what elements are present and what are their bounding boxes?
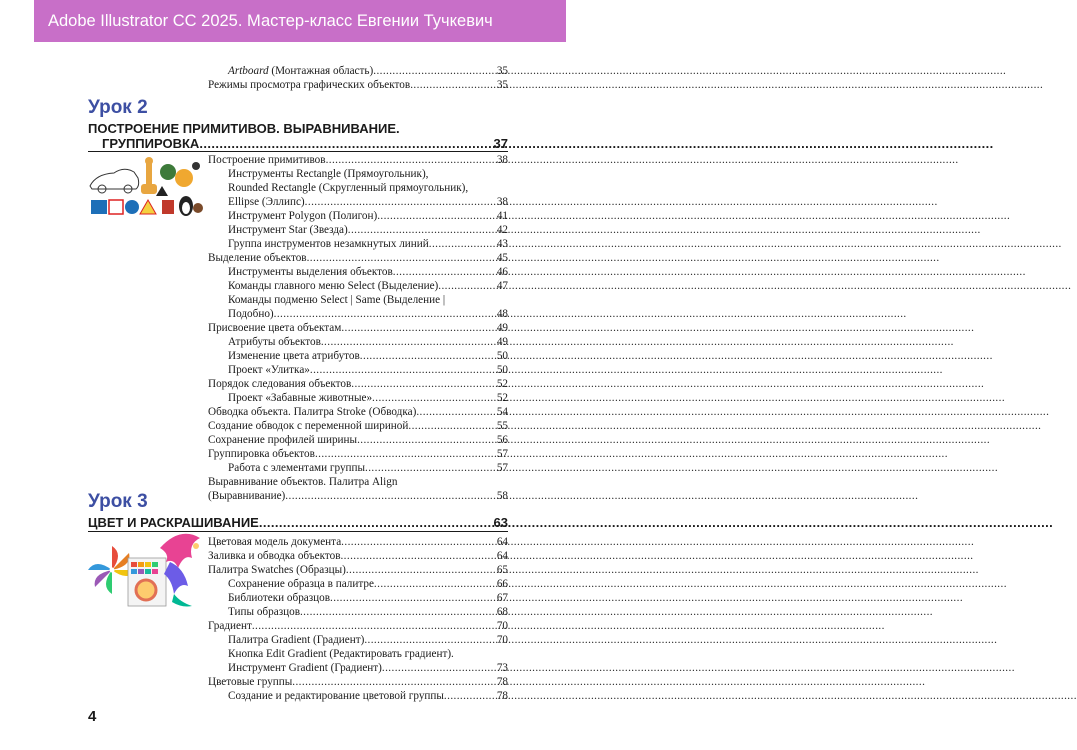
toc-entry: Заливка и обводка объектов ..... 64 [208,549,508,563]
toc-entry: Группировка объектов ..... 57 [208,447,508,461]
page-number: 4 [88,708,97,725]
header-title: Adobe Illustrator CC 2025. Мастер-класс Евгении Тучкевич [48,12,493,30]
toc-entry: Порядок следования объектов ..... 52 [208,377,508,391]
lesson-3-label: Урок 3 [88,491,148,512]
lesson-2-illustration [88,156,204,218]
toc-entry: Команды главного меню Select (Выделение) ..... 47 [228,279,508,293]
color-wheel [136,580,156,600]
toc-entry: Цветовая модель документа ..... 64 [208,535,508,549]
lesson-3-chapter-title: ЦВЕТ И РАСКРАШИВАНИЕ ..... 63 [88,515,508,530]
toc-entry: Изменение цвета атрибутов ..... 50 [228,349,508,363]
toc-entry: Группа инструментов незамкнутых линий ..... 43 [228,237,508,251]
toc-entry: Инструмент Polygon (Полигон) ..... 41 [228,209,508,223]
warning-sign [140,200,156,214]
toc-entry: Выделение объектов ..... 45 [208,251,508,265]
toc-entry: Создание и редактирование цветовой группы ..... 78 [228,689,508,703]
chapter-divider [88,151,508,152]
toc-entry: Rounded Rectangle (Скругленный прямоугольник), [228,182,469,194]
toc-entry: Инструменты Rectangle (Прямоугольник), [228,168,429,180]
toc-entry: Палитра Gradient (Градиент) ..... 70 [228,633,508,647]
toc-entry: Режимы просмотра графических объектов ..... 35 [208,78,508,92]
toc-entry: Создание обводок с переменной шириной ..... 55 [208,419,508,433]
toc-entry: Палитра Swatches (Образцы) ..... 65 [208,563,508,577]
lesson-3-illustration [88,528,204,612]
toc-entry: Присвоение цвета объектам ..... 49 [208,321,508,335]
toc-entry: Цветовые группы ..... 78 [208,675,508,689]
stop-sign [162,200,174,214]
dot-decor [192,162,200,170]
toc-entry: Проект «Забавные животные» ..... 52 [228,391,508,405]
giraffe-body [141,184,157,194]
giraffe-head [145,157,153,165]
lesson-2-chapter-title-line2: ГРУППИРОВКА ..... 37 [102,136,508,151]
toc-entry: Сохранение образца в палитре ..... 66 [228,577,508,591]
road-sign-red [109,200,123,214]
toc-entry: Обводка объекта. Палитра Stroke (Обводка) ..... 54 [208,405,508,419]
bird-body [164,562,188,594]
road-sign-round [125,200,139,214]
toc-entry: Ellipse (Эллипс) ..... 38 [228,195,508,209]
toc-entry: Работа с элементами группы ..... 57 [228,461,508,475]
toc-entry: Построение примитивов ..... 38 [208,153,508,167]
penguin-belly [182,202,190,214]
toc-entry: Команды подменю Select | Same (Выделение | [228,294,446,306]
triangle-shape [156,186,168,196]
monkey-face [160,164,176,180]
toc-entry: Проект «Улитка» ..... 50 [228,363,508,377]
owl [193,203,203,213]
road-sign-blue [91,200,107,214]
toc-entry: Подобно) ..... 48 [228,307,508,321]
toc-entry: (Выравнивание) ..... 58 [208,489,508,503]
lesson-2-chapter-title-line1: ПОСТРОЕНИЕ ПРИМИТИВОВ. ВЫРАВНИВАНИЕ. [88,121,400,136]
bird-tail [172,594,192,607]
toc-entry: Artboard (Монтажная область) ..... 35 [228,64,508,78]
toc-entry: Инструмент Star (Звезда) ..... 42 [228,223,508,237]
toc-entry: Типы образцов ..... 68 [228,605,508,619]
toc-entry: Инструмент Gradient (Градиент) ..... 73 [228,661,508,675]
lesson-2-label: Урок 2 [88,97,148,118]
bird-head [193,543,199,549]
toc-entry: Сохранение профилей ширины ..... 56 [208,433,508,447]
lion-face [175,169,193,187]
page-header [34,0,566,42]
toc-entry: Атрибуты объектов ..... 49 [228,335,508,349]
toc-entry: Инструменты выделения объектов ..... 46 [228,265,508,279]
toc-entry: Градиент ..... 70 [208,619,508,633]
toc-entry: Библиотеки образцов ..... 67 [228,591,508,605]
toc-entry: Кнопка Edit Gradient (Редактировать градиент). [228,648,454,660]
toc-entry: Выравнивание объектов. Палитра Align [208,476,398,488]
